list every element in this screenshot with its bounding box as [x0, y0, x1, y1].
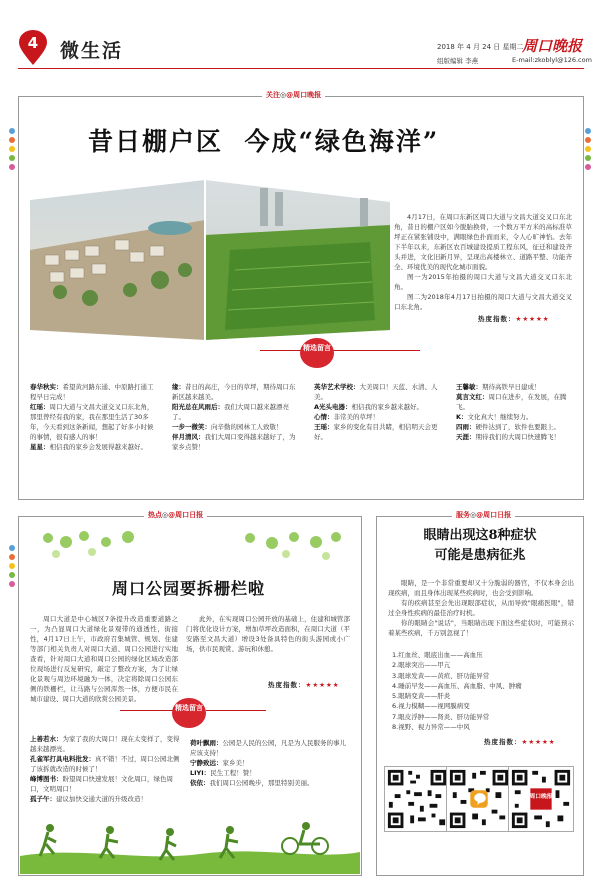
page-number-pin-icon [18, 30, 48, 66]
comment-column-1 [30, 382, 156, 452]
park-comment-divider-left [120, 710, 180, 711]
comment: 孤子午：建议加快交通大道的升级改造！ [30, 795, 147, 803]
comment: 星星：相信我的家乡会发展得越来越好。 [30, 443, 147, 451]
comment: LIYI：民生工程！赞！ [190, 769, 256, 777]
comment: 荷叶飘雨：公园是人民的公园，凡是为人民服务的事儿应该支持！ [190, 739, 346, 757]
park-story-tag: 热点◎@周口日报 [144, 510, 207, 520]
comment: 依依：我们周口公园晚步，那里特别美丽。 [190, 779, 314, 787]
newspaper-logo: 周口晚报 [522, 37, 583, 55]
symptom-item: 7.眼皮浮肿——肾炎、肝功能异常 [392, 712, 490, 721]
park-story-paragraph: 周口大道是中心城区7条提升改造重要道路之一，为凸显周口大道绿化景观带的通透性，街接性，4月17日上午，市政府召集城管、规划、住建等部门相关负责人对周口大道、周口公园进行实地查看，针对周口大道和周口公园的绿化区域改造部位现场进行反复研究，敲定了整改方案，为了让绿化景观与周边环境融为一体，决定将除周口公园东侧的铁栅栏，让马路与公园浑然一体，方便市民在城市建设、周口大道的欣赏公园美景。 [30, 615, 178, 703]
comment: 孔雀军打具电料批发：真不错！不过，周口公园北侧了该拆就改造的时候了！ [30, 755, 180, 773]
symptom-item: 6.视力模糊——视网膜病变 [392, 702, 470, 711]
before-after-photo [30, 180, 390, 340]
park-comment-column-2 [190, 738, 350, 788]
symptom-item: 3.眼球发黄——黄疸、肝功能异常 [392, 671, 490, 680]
header-divider [18, 68, 584, 69]
park-featured-comments-badge: 精选留言 [172, 698, 206, 728]
comment-column-4 [456, 382, 576, 442]
comment: 春华秋实：希望黄河路东通、中原路打通工程早日完成！ [30, 383, 154, 401]
health-story-tag: 服务◎@周口日报 [452, 510, 515, 520]
main-story-body [394, 212, 572, 312]
right-color-dots [585, 128, 591, 173]
issue-date: 2018 年 4 月 24 日 星期二 [437, 43, 524, 51]
health-story-paragraph: 眼睛，是一个非常重要却又十分脆弱的器官，不仅本身会出现疾病，而且身体出现某些疾病时，也会受到影响。 [388, 579, 574, 597]
park-runners-illustration [20, 806, 360, 874]
comment: 峰博图书：盼望周口快速发展！文化周口，绿色周口，文明周口！ [30, 775, 173, 793]
symptom-item: 2.眼球突出——甲亢 [392, 661, 451, 670]
symptom-item: 8.视野、视力异常——中风 [392, 723, 470, 732]
main-story-caption: 图一为2015年拍摄的周口大道与文昌大道交叉口东北角。 [394, 273, 572, 291]
health-story-paragraph: 有的疾病甚至会先出现眼部症状，从而导致"眼痛医眼"，错过全身性疾病的最佳治疗时机。 [388, 599, 574, 617]
health-story-paragraph: 你的眼睛会"说话"，当眼睛出现下面这些症状时，可能预示着某些疾病，千万别忽视了！ [388, 619, 574, 637]
comment: 一步一微笑：向辛勤的园林工人致敬！ [172, 423, 283, 431]
comment: 英华艺术学校：大美周口！天蓝、水清、人美。 [314, 383, 438, 401]
comment-column-2 [172, 382, 298, 452]
comment: 伴月清风：我们大周口变得越来越好了，为家乡点赞！ [172, 433, 296, 451]
comment: 红瑶：周口大道与文昌大道交叉口东北角，那里曾经有我的家，我在那里生活了30多年，今天看到这条新闻，想起了好多小时候的事情，很有感人的事！ [30, 403, 154, 441]
comment: 宁静致远：家乡美！ [190, 759, 249, 767]
health-story-body [388, 578, 574, 638]
comment-divider-right [340, 350, 420, 351]
editor-credit: 组版编辑 李燕 [437, 57, 479, 65]
symptom-item: 1.红血丝、眼底出血——高血压 [392, 651, 483, 659]
park-comment-divider-right [206, 710, 266, 711]
symptom-list [392, 650, 572, 732]
main-story-headline: 昔日棚户区 今成“绿色海洋” [88, 127, 440, 156]
park-story-headline: 周口公园要拆栅栏啦 [112, 579, 266, 598]
comment: A光头电器：相信我的家乡越来越好。 [314, 403, 424, 411]
qr-code-3[interactable] [508, 766, 574, 832]
featured-comments-badge: 精选留言 [300, 338, 334, 368]
page-number: 4 [27, 34, 39, 52]
health-story-heat: 热度指数：★★★★★ [484, 738, 556, 746]
main-story-paragraph: 4月17日，在周口东新区周口大道与文昌大道交叉口东北角，昔日的棚户区如今脱胎换骨，一个数万平方米的高标准草坪正在紧张铺设中，满眼绿色扑面而来，令人心旷神怡。去年下半年以来，东新区农百城建设提质工程东风，征迁和建设齐头并进，文化旧新月异，呈现出高楼林立、道路平整、功能齐全、环境优美的现代化城市面貌。 [394, 213, 572, 271]
park-story-heat: 热度指数：★★★★★ [268, 681, 340, 689]
comment: 四雨：硬件达到了，软件也要跟上。 [456, 423, 560, 431]
main-story-heat: 热度指数：★★★★★ [478, 315, 550, 323]
park-story-paragraph: 此外，在实现周口公园开放的基础上，住建和城管部门将优化设计方案，增加草坪改造面积，在周口大道（平安路至文昌大道）增设3处备具特色的街头游园或小广场，供市民观赏、游玩和休憩。 [186, 615, 350, 653]
comment: 莫言文红：周口在进步，在发展，在腾飞。 [456, 393, 567, 411]
comment-column-3 [314, 382, 440, 442]
main-story-caption: 图二为2018年4月17日拍摄的周口大道与文昌大道交叉口东北角。 [394, 293, 572, 311]
left-color-dots [9, 128, 15, 173]
qr-code-1[interactable] [384, 766, 450, 832]
comment: 缘：昔日的高庄，今日的草坪，期待周口东新区越来越美。 [172, 383, 296, 401]
comment: 天涯：期待我们的大周口快速腾飞！ [456, 433, 560, 441]
symptom-item: 4.睡前早发——高血压、高血脂、中风、肿瘤 [392, 681, 522, 690]
comment: 上善若水：为家了我的大周口！现在太变样了，变得越来越漂亮。 [30, 735, 180, 753]
contact-email: E-mail:zkoblyl@126.com [512, 56, 592, 64]
comment: 心情：非常美的草坪！ [314, 413, 379, 421]
comment: 王瑶：家乡的变化有目共睹，相信明天会更好。 [314, 423, 438, 441]
qr-code-2[interactable] [446, 766, 512, 832]
health-story-headline: 眼睛出现这8种症状 可能是患病征兆 [423, 528, 537, 563]
comment: K：文化真大！继续努力。 [456, 413, 533, 421]
symptom-item: 5.眼睛变黄——肝炎 [392, 692, 451, 701]
park-comment-column-1 [30, 734, 180, 804]
qr-logo-text: 周口晚报 [529, 794, 553, 801]
main-story-tag: 关注◎@周口晚报 [262, 90, 325, 100]
section-title: 微生活 [60, 40, 124, 62]
comment: 王馨敏：期待高铁早日建成！ [456, 383, 541, 391]
comment: 阳光总在风雨后：我们大周口越来越漂亮了。 [172, 403, 289, 421]
left-color-dots-lower [9, 545, 15, 590]
